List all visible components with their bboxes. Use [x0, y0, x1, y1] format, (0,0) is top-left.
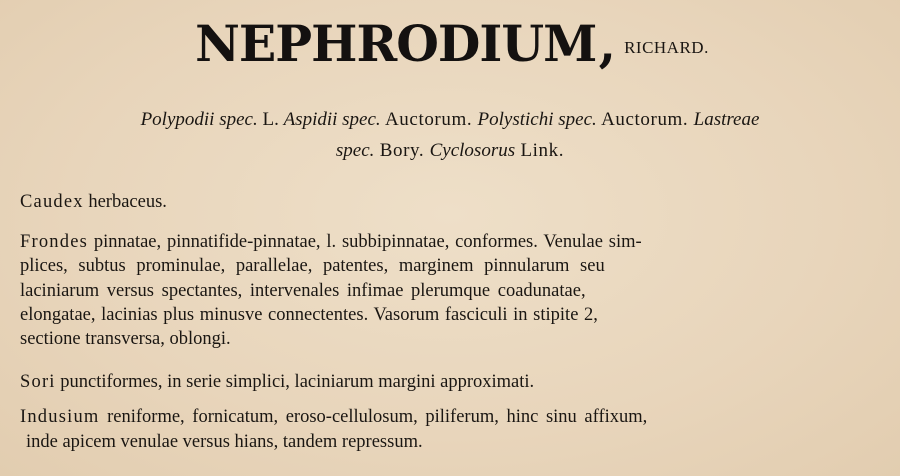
frondes-line-4: elongatae, lacinias plus minusve connectentes. Vasorum fasciculi in stipite 2, — [20, 304, 598, 325]
synonym-authority-bory: Bory. — [374, 140, 430, 161]
frondes-line-5: sectione transversa, oblongi. — [20, 329, 231, 350]
synonymy-block — [18, 104, 882, 166]
genus-heading — [0, 14, 900, 84]
caudex-text: herbaceus. — [83, 192, 167, 212]
synonym-cyclosorus: Cyclosorus — [429, 140, 516, 161]
synonym-lastreae: Lastreae — [693, 109, 760, 130]
frondes-lead: Frondes — [20, 232, 89, 252]
frondes-line-3: laciniarum versus spectantes, intervenales infimae plerumque coadunatae, — [20, 280, 586, 301]
synonym-authority-link: Link. — [515, 140, 565, 161]
indusium-line-2: inde apicem venulae versus hians, tandem repressum. — [26, 432, 423, 452]
synonym-aspidii: Aspidii spec. — [283, 109, 381, 130]
synonym-authority-auctorum-2: Auctorum. — [596, 109, 694, 130]
synonym-polypodii: Polypodii spec. — [140, 109, 258, 130]
genus-comma: , — [598, 14, 617, 73]
genus-author: RICHARD. — [624, 38, 709, 57]
paragraph-caudex — [20, 192, 167, 213]
synonymy-line-1 — [18, 104, 882, 135]
frondes-line-1: pinnatae, pinnatifide-pinnatae, l. subbipinnatae, conformes. Venulae sim- — [88, 232, 642, 252]
genus-name: NEPHRODIUM — [195, 14, 597, 73]
synonym-spec: spec. — [335, 140, 375, 161]
sori-lead: Sori — [20, 372, 56, 392]
paragraph-frondes — [20, 230, 642, 351]
caudex-lead: Caudex — [20, 192, 84, 212]
indusium-line-1: reniforme, fornicatum, eroso-cellulosum, piliferum, hinc sinu affixum, — [99, 407, 648, 427]
frondes-line-2: plices, subtus prominulae, parallelae, patentes, marginem pinnularum seu — [20, 256, 605, 277]
sori-text: punctiformes, in serie simplici, laciniarum margini approximati. — [55, 372, 535, 392]
paragraph-sori — [20, 372, 534, 393]
synonymy-line-2 — [18, 135, 882, 166]
synonym-polystichi: Polystichi spec. — [477, 109, 597, 130]
indusium-lead: Indusium — [20, 407, 100, 427]
paragraph-indusium — [20, 405, 647, 455]
synonym-authority-auctorum-1: Auctorum. — [380, 109, 478, 130]
synonym-authority-l: L. — [257, 109, 284, 130]
